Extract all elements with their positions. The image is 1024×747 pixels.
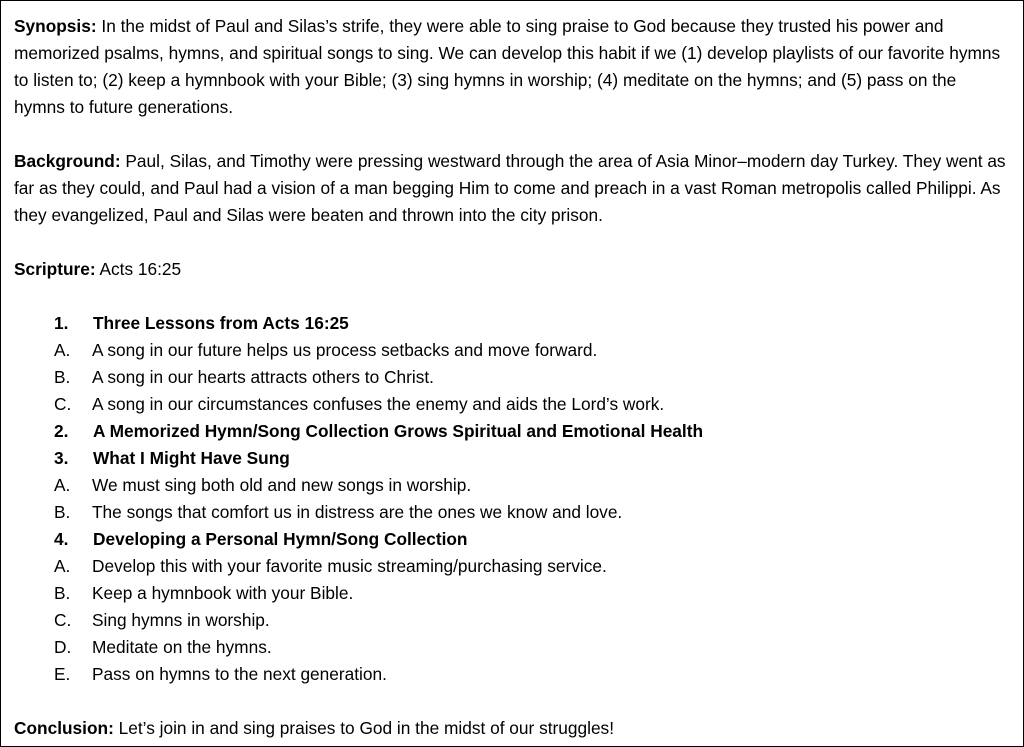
outline-sublist — [14, 472, 1011, 526]
sub-item — [14, 391, 1011, 418]
sub-text: A song in our future helps us process setbacks and move forward. — [92, 340, 598, 360]
outline-item-3 — [14, 445, 1011, 472]
synopsis-label: Synopsis: — [14, 16, 97, 36]
sub-letter: B. — [54, 502, 71, 522]
outline-sublist — [14, 553, 1011, 688]
outline-sublist-wrapper — [14, 337, 1011, 418]
sub-text: Develop this with your favorite music streaming/purchasing service. — [92, 556, 607, 576]
outline-heading: Developing a Personal Hymn/Song Collection — [93, 529, 468, 549]
sub-letter: A. — [54, 340, 71, 360]
sub-item — [14, 499, 1011, 526]
sub-item — [14, 661, 1011, 688]
scripture-paragraph — [14, 256, 1011, 283]
sub-letter: E. — [54, 664, 71, 684]
sub-text: The songs that comfort us in distress are the ones we know and love. — [92, 502, 623, 522]
sub-text: A song in our circumstances confuses the enemy and aids the Lord’s work. — [92, 394, 665, 414]
sub-item — [14, 553, 1011, 580]
sub-text: Keep a hymnbook with your Bible. — [92, 583, 354, 603]
scripture-label: Scripture: — [14, 259, 96, 279]
sub-letter: D. — [54, 637, 72, 657]
sub-item — [14, 580, 1011, 607]
outline-list — [14, 310, 1011, 688]
sub-text: Meditate on the hymns. — [92, 637, 272, 657]
sub-text: Pass on hymns to the next generation. — [92, 664, 387, 684]
outline-item-2 — [14, 418, 1011, 445]
spacer — [14, 283, 1011, 310]
outline-heading: A Memorized Hymn/Song Collection Grows Spiritual and Emotional Health — [93, 421, 704, 441]
background-label: Background: — [14, 151, 121, 171]
sub-text: Sing hymns in worship. — [92, 610, 270, 630]
sub-letter: A. — [54, 475, 71, 495]
sub-letter: B. — [54, 583, 71, 603]
conclusion-text: Let’s join in and sing praises to God in the midst of our struggles! — [113, 718, 614, 738]
conclusion-label: Conclusion: — [14, 718, 114, 738]
sub-item — [14, 607, 1011, 634]
outline-item-4 — [14, 526, 1011, 553]
spacer — [14, 688, 1011, 715]
conclusion-paragraph — [14, 715, 1011, 742]
sub-text: We must sing both old and new songs in worship. — [92, 475, 472, 495]
sub-letter: C. — [54, 394, 72, 414]
sub-item — [14, 634, 1011, 661]
sub-letter: B. — [54, 367, 71, 387]
synopsis-paragraph — [14, 13, 1011, 121]
outline-sublist — [14, 337, 1011, 418]
outline-heading: What I Might Have Sung — [93, 448, 290, 468]
outline-heading: Three Lessons from Acts 16:25 — [93, 313, 349, 333]
outline-number: 4. — [54, 529, 69, 549]
spacer — [14, 121, 1011, 148]
spacer — [14, 229, 1011, 256]
scripture-text: Acts 16:25 — [95, 259, 182, 279]
synopsis-text: In the midst of Paul and Silas’s strife, they were able to sing praise to God because they trusted his power and memorized psalms, hymns, and spiritual songs to sing. We can develop this habit if we (1) develop playlists of our favorite hymns to listen to; (2) keep a hymnbook with your Bible; (3) sing hymns in worship; (4) meditate on the hymns; and (5) pass on the hymns to future generations. — [14, 16, 1001, 117]
sub-letter: A. — [54, 556, 71, 576]
outline-number: 2. — [54, 421, 69, 441]
outline-sublist-wrapper — [14, 472, 1011, 526]
outline-number: 1. — [54, 313, 69, 333]
sub-item — [14, 364, 1011, 391]
outline-item-1 — [14, 310, 1011, 337]
sub-item — [14, 337, 1011, 364]
sub-text: A song in our hearts attracts others to Christ. — [92, 367, 434, 387]
background-text: Paul, Silas, and Timothy were pressing westward through the area of Asia Minor–modern day Turkey. They went as far as they could, and Paul had a vision of a man begging Him to come and preach in a vast Roman metropolis called Philippi. As they evangelized, Paul and Silas were beaten and thrown into the city prison. — [14, 151, 1006, 225]
outline-number: 3. — [54, 448, 69, 468]
sub-item — [14, 472, 1011, 499]
sub-letter: C. — [54, 610, 72, 630]
outline-sublist-wrapper — [14, 553, 1011, 688]
background-paragraph — [14, 148, 1011, 229]
